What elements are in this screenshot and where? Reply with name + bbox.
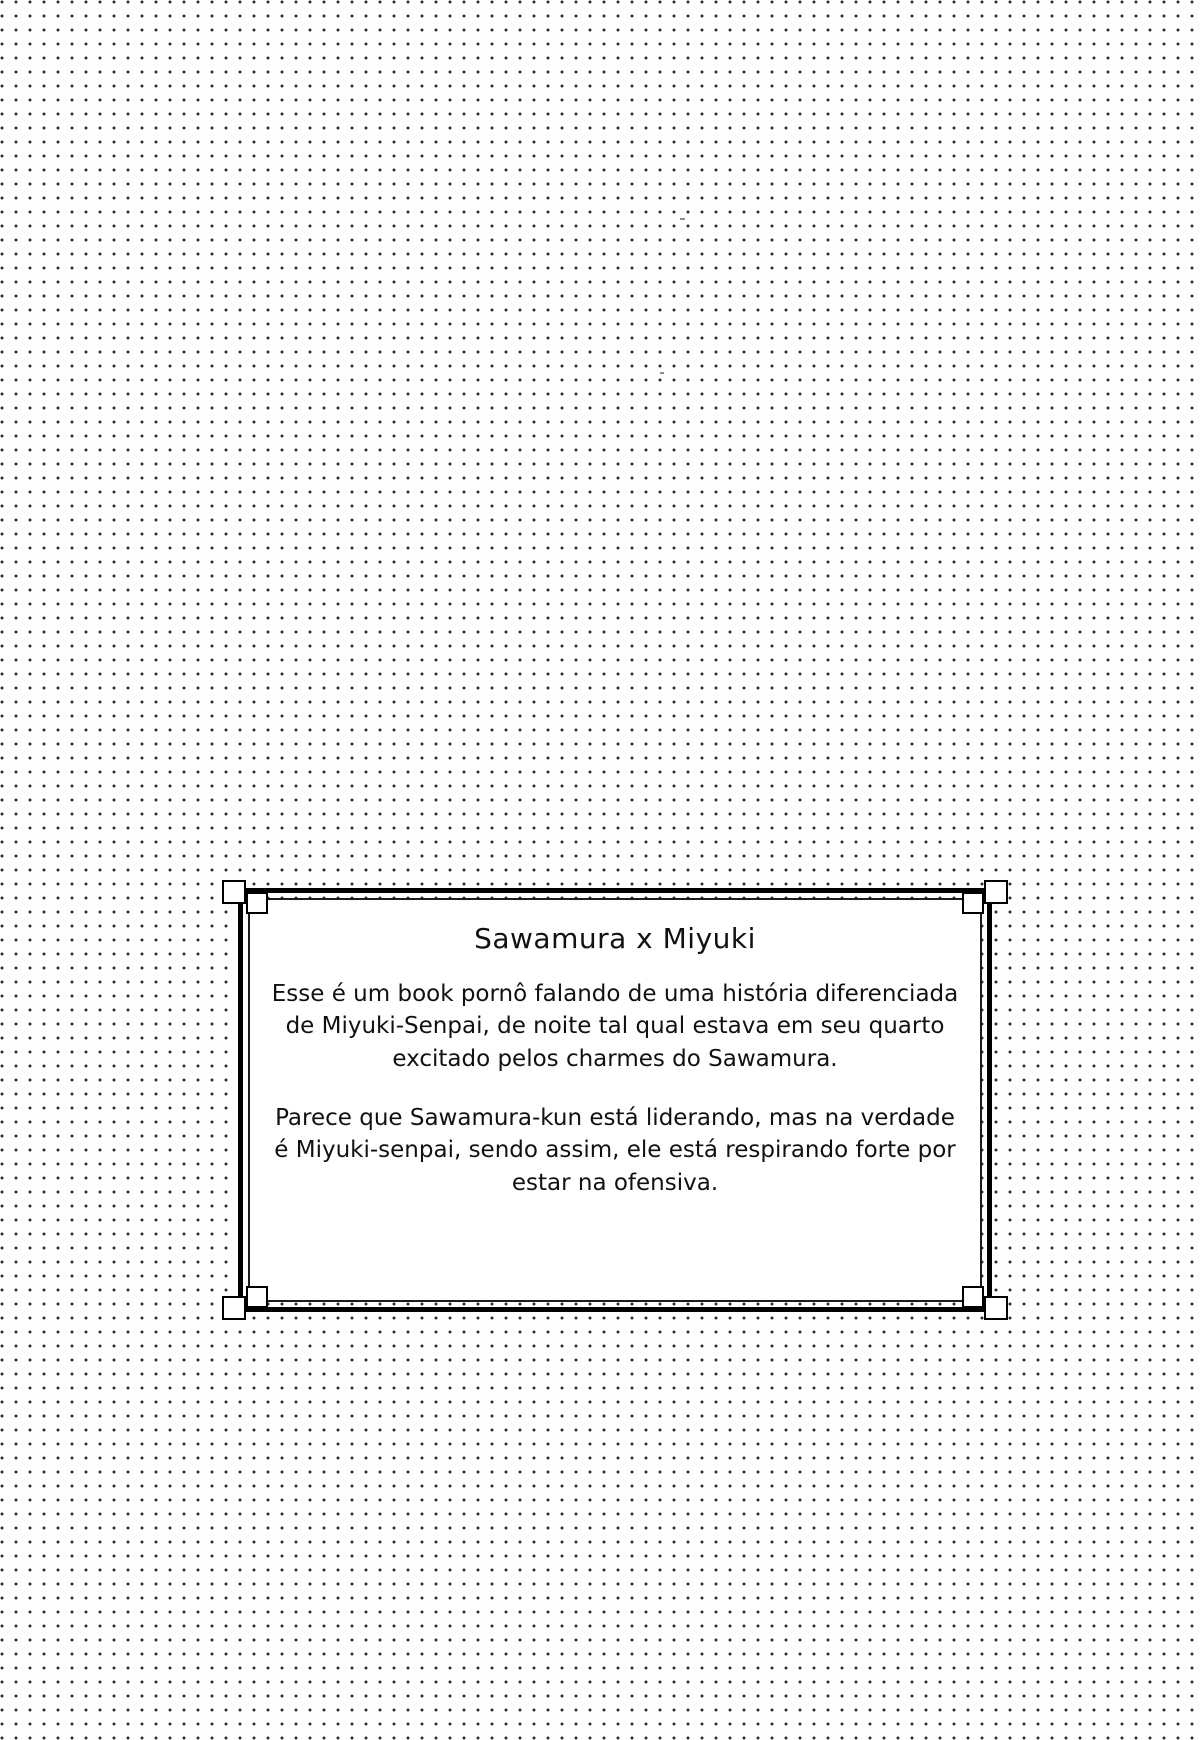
dust-speck bbox=[680, 218, 685, 220]
card-paragraph-1: Esse é um book pornô falando de uma história diferenciada de Miyuki-Senpai, de noite tal qual estava em seu quarto excitado pelos charmes do Sawamura. bbox=[271, 980, 959, 1072]
corner-notch-top-left bbox=[246, 892, 268, 914]
afterword-card bbox=[222, 880, 1008, 1320]
corner-ornament-bottom-right bbox=[984, 1296, 1008, 1320]
dust-speck bbox=[660, 372, 664, 374]
corner-notch-top-right bbox=[962, 892, 984, 914]
corner-ornament-bottom-left bbox=[222, 1296, 246, 1320]
card-title: Sawamura x Miyuki bbox=[474, 922, 756, 955]
corner-notch-bottom-right bbox=[962, 1286, 984, 1308]
corner-ornament-top-left bbox=[222, 880, 246, 904]
corner-notch-bottom-left bbox=[246, 1286, 268, 1308]
card-paragraph-2: Parece que Sawamura-kun está liderando, mas na verdade é Miyuki-senpai, sendo assim, ele está respirando forte por estar na ofensiva. bbox=[274, 1104, 956, 1196]
corner-ornament-top-right bbox=[984, 880, 1008, 904]
card-text-block bbox=[268, 922, 962, 1284]
